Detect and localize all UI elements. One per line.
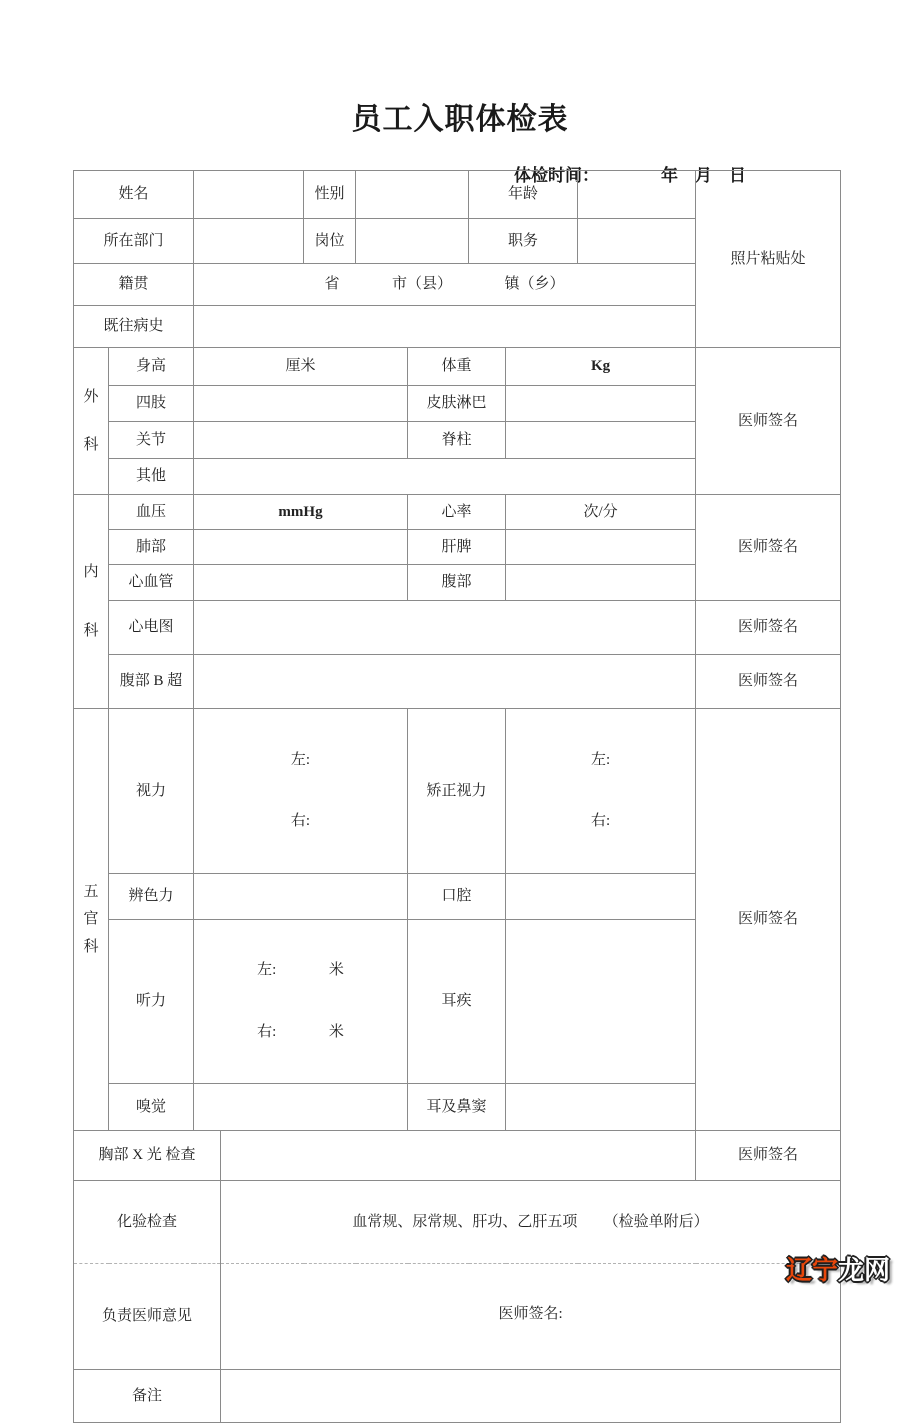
department-label: 所在部门	[74, 219, 194, 264]
ecg-doctor-sign-label: 医师签名	[696, 601, 841, 655]
exam-time-value: 年 月 日	[661, 166, 746, 185]
age-label: 年龄	[469, 171, 578, 219]
row-ecg	[74, 601, 841, 655]
sinus-label: 耳及鼻窦	[408, 1084, 506, 1131]
oral-label: 口腔	[408, 873, 506, 919]
weight-label: 体重	[408, 348, 506, 386]
duty-value-cell	[578, 219, 696, 264]
position-label: 岗位	[304, 219, 356, 264]
height-label: 身高	[109, 348, 194, 386]
remarks-value-cell	[221, 1370, 841, 1423]
row-vision	[74, 709, 841, 874]
ultrasound-value-cell	[194, 655, 696, 709]
department-value-cell	[194, 219, 304, 264]
position-value-cell	[356, 219, 469, 264]
vision-label: 视力	[109, 709, 194, 874]
hearing-right-line: 右: 米	[257, 1023, 344, 1040]
medical-history-value-cell	[194, 306, 696, 348]
name-value-cell	[194, 171, 304, 219]
hr-label: 心率	[408, 495, 506, 530]
abdomen-value-cell	[506, 565, 696, 601]
xray-value-cell	[221, 1131, 696, 1181]
hr-value-cell: 次/分	[506, 495, 696, 530]
native-place-label: 籍贯	[74, 264, 194, 306]
ent-section-label	[74, 709, 109, 1131]
lab-content: 血常规、尿常规、肝功、乙肝五项 （检验单附后）	[221, 1181, 841, 1264]
skin-lymph-value-cell	[506, 386, 696, 422]
surgery-char-2: 科	[83, 437, 99, 453]
lung-value-cell	[194, 530, 408, 565]
photo-area: 照片粘贴处	[696, 171, 841, 348]
xray-label: 胸部 X 光 检查	[74, 1131, 221, 1181]
color-vision-value-cell	[194, 873, 408, 919]
native-place-value-cell: 省 市（县） 镇（乡）	[194, 264, 696, 306]
bp-value-cell: mmHg	[194, 495, 408, 530]
opinion-value-cell	[221, 1264, 841, 1370]
joints-value-cell	[194, 422, 408, 459]
surgery-section-label	[74, 348, 109, 495]
lab-label: 化验检查	[74, 1181, 221, 1264]
surgery-doctor-sign-label: 医师签名	[696, 348, 841, 495]
corrected-right-line: 右:	[590, 813, 611, 829]
liver-spleen-value-cell	[506, 530, 696, 565]
internal-doctor-sign-label: 医师签名	[696, 495, 841, 601]
height-value-cell: 厘米	[194, 348, 408, 386]
skin-lymph-label: 皮肤淋巴	[408, 386, 506, 422]
ecg-label: 心电图	[109, 601, 194, 655]
ecg-value-cell	[194, 601, 696, 655]
opinion-doctor-sign-label: 医师签名:	[498, 1305, 563, 1322]
ent-char-1: 五	[83, 884, 99, 901]
limbs-label: 四肢	[109, 386, 194, 422]
corrected-vision-value-cell	[506, 709, 696, 874]
spine-label: 脊柱	[408, 422, 506, 459]
site-watermark-logo	[786, 1250, 890, 1287]
duty-label: 职务	[469, 219, 578, 264]
row-ultrasound	[74, 655, 841, 709]
row-remarks	[74, 1370, 841, 1423]
gender-label: 性别	[304, 171, 356, 219]
oral-value-cell	[506, 873, 696, 919]
sinus-value-cell	[506, 1084, 696, 1131]
liver-spleen-label: 肝脾	[408, 530, 506, 565]
opinion-label: 负责医师意见	[74, 1264, 221, 1370]
row-bp-hr	[74, 495, 841, 530]
row-xray	[74, 1131, 841, 1181]
joints-label: 关节	[109, 422, 194, 459]
exam-time-label: 体检时间：	[514, 166, 599, 185]
vision-left-line: 左:	[290, 751, 311, 768]
ear-disease-value-cell	[506, 919, 696, 1084]
hearing-label: 听力	[109, 919, 194, 1084]
age-value-cell	[578, 171, 696, 219]
name-label: 姓名	[74, 171, 194, 219]
row-height-weight	[74, 348, 841, 386]
gender-value-cell	[356, 171, 469, 219]
color-vision-label: 辨色力	[109, 873, 194, 919]
ear-disease-label: 耳疾	[408, 919, 506, 1084]
hearing-value-cell	[194, 919, 408, 1084]
hearing-left-line: 左: 米	[257, 962, 344, 978]
ent-doctor-sign-label: 医师签名	[696, 709, 841, 1131]
internal-char-1: 内	[83, 564, 99, 581]
smell-value-cell	[194, 1084, 408, 1131]
row-basic-1	[74, 171, 841, 219]
smell-label: 嗅觉	[109, 1084, 194, 1131]
internal-section-label	[74, 495, 109, 709]
spine-value-cell	[506, 422, 696, 459]
page-title: 员工入职体检表	[351, 103, 569, 136]
remarks-label: 备注	[74, 1370, 221, 1423]
xray-doctor-sign-label: 医师签名	[696, 1131, 841, 1181]
row-lab	[74, 1181, 841, 1264]
vision-value-cell	[194, 709, 408, 874]
vision-right-line: 右:	[290, 813, 311, 829]
corrected-left-line: 左:	[590, 751, 611, 768]
ultrasound-doctor-sign-label: 医师签名	[696, 655, 841, 709]
surgery-other-value-cell	[194, 459, 696, 495]
row-opinion	[74, 1264, 841, 1370]
bp-label: 血压	[109, 495, 194, 530]
abdomen-label: 腹部	[408, 565, 506, 601]
physical-exam-form-table	[73, 170, 841, 1423]
cardio-value-cell	[194, 565, 408, 601]
surgery-char-1: 外	[83, 388, 99, 405]
ent-char-2: 官	[83, 911, 99, 928]
limbs-value-cell	[194, 386, 408, 422]
weight-value-cell: Kg	[506, 348, 696, 386]
medical-history-label: 既往病史	[74, 306, 194, 348]
lung-label: 肺部	[109, 530, 194, 565]
watermark-part1: 辽宁	[786, 1255, 839, 1285]
ent-char-3: 科	[83, 938, 99, 955]
watermark-part2: 龙网	[838, 1255, 891, 1285]
cardio-label: 心血管	[109, 565, 194, 601]
ultrasound-label: 腹部 B 超	[109, 655, 194, 709]
corrected-vision-label: 矫正视力	[408, 709, 506, 874]
internal-char-2: 科	[83, 622, 99, 639]
surgery-other-label: 其他	[109, 459, 194, 495]
